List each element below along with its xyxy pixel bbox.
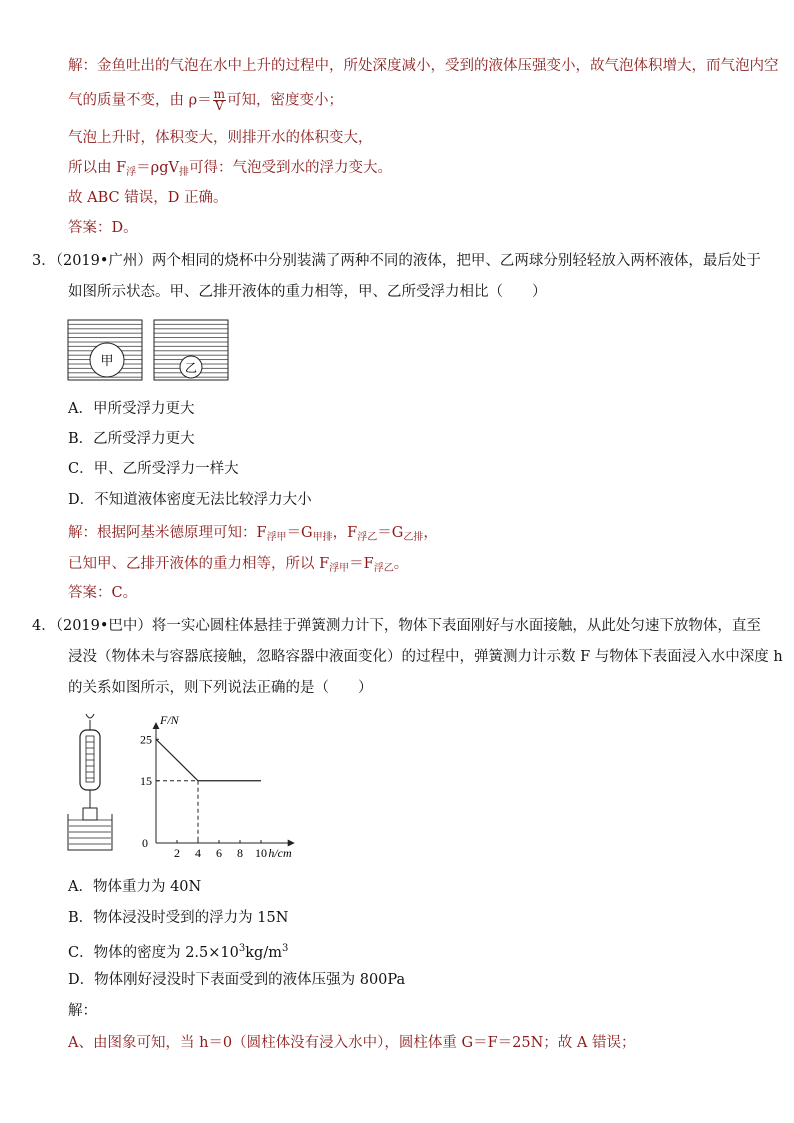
q4-option-b: B．物体浸没时受到的浮力为 15N	[68, 910, 289, 926]
x-tick-label-6: 6	[216, 846, 222, 860]
q3-beakers-figure	[67, 318, 231, 382]
solution-line-1: 解：金鱼吐出的气泡在水中上升的过程中，所处深度减小，受到的液体压强变小，故气泡体积增大，而气泡内空	[68, 58, 779, 74]
q4-stem-1: 4．（2019•巴中）将一实心圆柱体悬挂于弹簧测力计下，物体下表面刚好与水面接触，从此处匀速下放物体，直至	[32, 618, 761, 634]
q3-option-b: B．乙所受浮力更大	[68, 431, 195, 447]
q3-solution-2: 已知甲、乙排开液体的重力相等，所以 $F_{浮甲}=F_{浮乙}$。	[68, 556, 409, 574]
x-tick-label-4: 4	[195, 846, 201, 860]
x-tick-label-2: 2	[174, 846, 180, 860]
y-tick-label-25: 25	[140, 732, 152, 747]
q4-stem-3: 的关系如图所示，则下列说法正确的是（ ）	[68, 680, 373, 696]
solution-line-3: 气泡上升时，体积变大，则排开水的体积变大，	[68, 130, 373, 146]
y-axis-label: F/N	[160, 713, 179, 727]
q4-solution-label: 解：	[68, 1003, 97, 1019]
density-fraction: $\frac{m}{V}$	[213, 87, 226, 113]
x-axis-label: h/cm	[268, 846, 292, 860]
q3-option-d: D．不知道液体密度无法比较浮力大小	[68, 492, 312, 508]
q4-option-a: A．物体重力为 40N	[68, 879, 202, 895]
ball-jia-label: 甲	[100, 354, 114, 369]
x-tick-label-10: 10	[255, 846, 267, 860]
q4-stem-2: 浸没（物体未与容器底接触，忽略容器中液面变化）的过程中，弹簧测力计示数 F 与物体下表面浸入水中深度 h	[68, 649, 783, 665]
force-depth-chart	[132, 710, 312, 860]
solution-line-5: 故 ABC 错误，D 正确。	[68, 190, 228, 206]
q3-option-c: C．甲、乙所受浮力一样大	[68, 461, 239, 477]
force-line	[156, 739, 261, 781]
beaker-left	[68, 320, 142, 380]
beaker-right	[154, 320, 228, 380]
solution-line-4: 所以由 $F_浮=\rho gV_排$可得：气泡受到水的浮力变大。	[68, 160, 392, 178]
spring-scale-apparatus	[64, 712, 116, 852]
q3-answer: 答案：C。	[68, 585, 138, 601]
answer-prev: 答案：D。	[68, 220, 138, 236]
q3-option-a: A．甲所受浮力更大	[68, 401, 195, 417]
q4-option-d: D．物体刚好浸没时下表面受到的液体压强为 800Pa	[68, 972, 406, 988]
cylinder-object	[83, 808, 97, 820]
q3-stem-2: 如图所示状态。甲、乙排开液体的重力相等，甲、乙所受浮力相比（ ）	[68, 284, 547, 300]
q4-option-c: C．物体的密度为 $2.5\times 10^3kg/m^3$	[68, 943, 289, 961]
q3-solution-1: 解：根据阿基米德原理可知：$F_{浮甲}=G_{甲排}$，$F_{浮乙}=G_{乙排}$，	[68, 525, 438, 543]
origin-label: 0	[142, 836, 148, 850]
y-tick-label-15: 15	[140, 773, 152, 788]
ball-yi-label: 乙	[184, 361, 198, 375]
x-tick-label-8: 8	[237, 846, 243, 860]
q3-stem-1: 3．（2019•广州）两个相同的烧杯中分别装满了两种不同的液体，把甲、乙两球分别轻轻放入两杯液体，最后处于	[32, 253, 761, 269]
q4-solution-a: A、由图象可知，当 h＝0（圆柱体没有浸入水中），圆柱体重 G＝F＝25N；故 A 错误；	[68, 1035, 636, 1051]
solution-line-2: 气的质量不变，由 ρ＝ $\frac{m}{V}$ 可知，密度变小；	[68, 87, 344, 113]
